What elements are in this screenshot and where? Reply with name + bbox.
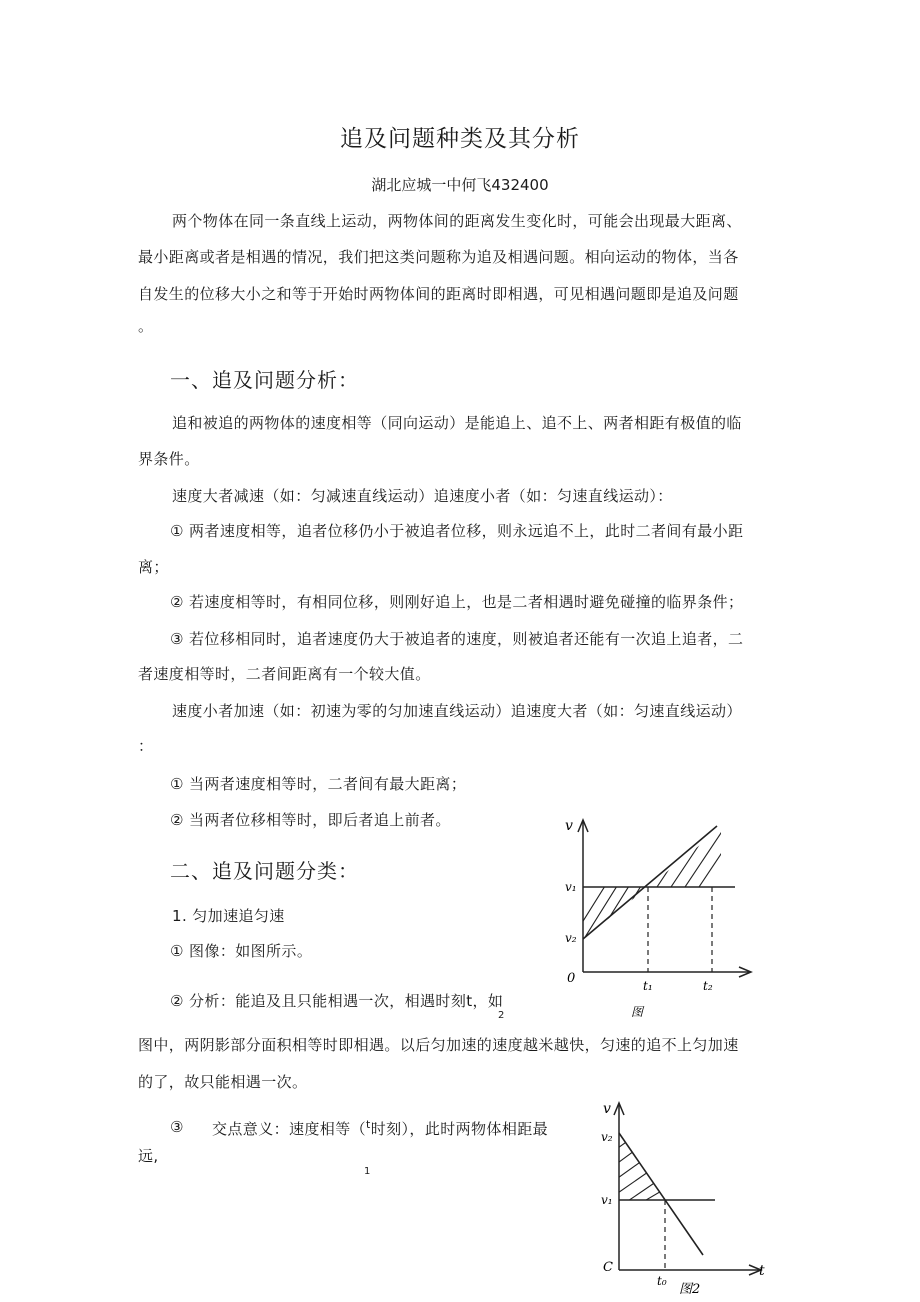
origin-label: 0: [567, 971, 576, 986]
subscript: 1: [364, 1166, 371, 1177]
section-1-line: ③ 若位移相同时，追者速度仍大于被追者的速度，则被追者还能有一次追上追者，二: [170, 630, 744, 648]
accelerating-velocity-line: [583, 826, 717, 939]
section-1-line: 追和被追的两物体的速度相等（同向运动）是能追上、追不上、两者相距有极值的临: [172, 414, 742, 432]
section-1-line: 者速度相等时，二者间距离有一个较大值。: [138, 665, 431, 683]
shaded-area-right: [655, 830, 737, 890]
y-axis-label: v: [603, 1101, 611, 1117]
v1-label: v₁: [601, 1193, 613, 1207]
section-2-heading: 二、追及问题分类：: [170, 859, 359, 883]
section-1-line: 速度大者减速（如：匀减速直线运动）追速度小者（如：匀速直线运动）：: [172, 487, 673, 505]
subsection-title: 1. 匀加速追匀速: [172, 907, 285, 925]
section-1-line: ① 当两者速度相等时，二者间有最大距离；: [170, 775, 467, 793]
section-1-line: ：: [138, 737, 154, 755]
v2-label: v₂: [601, 1130, 613, 1144]
t2-label: t₂: [703, 979, 713, 993]
paragraph-line: 远,: [138, 1147, 159, 1165]
intro-line-1: 两个物体在同一条直线上运动，两物体间的距离发生变化时，可能会出现最大距离、: [172, 212, 742, 230]
paragraph-line: 图中，两阴影部分面积相等时即相遇。以后匀加速的速度越米越快，匀速的追不上匀加速: [138, 1036, 739, 1054]
t1-label: t₁: [643, 979, 653, 993]
list-item: ② 分析：能追及且只能相遇一次，相遇时刻t，如: [170, 992, 504, 1010]
v2-label: v₂: [565, 931, 577, 945]
decelerating-velocity-line: [619, 1133, 703, 1255]
y-axis-label: v: [565, 818, 573, 834]
t0-label: t₀: [657, 1274, 667, 1288]
figure-2: [595, 1095, 785, 1302]
author-line: 湖北应城一中何飞432400: [371, 176, 549, 194]
page-title: 追及问题种类及其分析: [340, 126, 580, 152]
section-1-line: 速度小者加速（如：初速为零的匀加速直线运动）追速度大者（如：匀速直线运动）: [172, 702, 742, 720]
paragraph-line: 的了，故只能相遇一次。: [138, 1073, 308, 1091]
list-item-number: ③: [170, 1118, 184, 1136]
subscript: 2: [498, 1010, 505, 1021]
intro-line-3: 自发生的位移大小之和等于开始时两物体间的距离时即相遇，可见相遇问题即是追及问题: [138, 285, 739, 303]
figure-1: [555, 810, 765, 1025]
figure-1-caption: 图: [631, 1005, 644, 1019]
list-item: 交点意义：速度相等（$^t$时刻），此时两物体相距最: [212, 1118, 549, 1138]
origin-label: C: [603, 1260, 613, 1275]
intro-line-4: 。: [138, 317, 154, 335]
section-1-line: 界条件。: [138, 450, 200, 468]
x-axis-label: t: [759, 1263, 765, 1279]
section-1-heading: 一、追及问题分析：: [170, 368, 359, 392]
section-1-line: ② 若速度相等时，有相同位移，则刚好追上，也是二者相遇时避免碰撞的临界条件；: [170, 593, 744, 611]
shaded-area: [615, 1133, 675, 1203]
figure-2-caption: 图2: [679, 1282, 701, 1297]
list-item: ① 图像：如图所示。: [170, 942, 313, 960]
intro-line-2: 最小距离或者是相遇的情况，我们把这类问题称为追及相遇问题。相向运动的物体，当各: [138, 248, 739, 266]
section-1-line: ① 两者速度相等，追者位移仍小于被追者位移，则永远追不上，此时二者间有最小距: [170, 522, 744, 540]
section-1-line: 离；: [138, 558, 169, 576]
section-1-line: ② 当两者位移相等时，即后者追上前者。: [170, 811, 451, 829]
v1-label: v₁: [565, 880, 577, 894]
